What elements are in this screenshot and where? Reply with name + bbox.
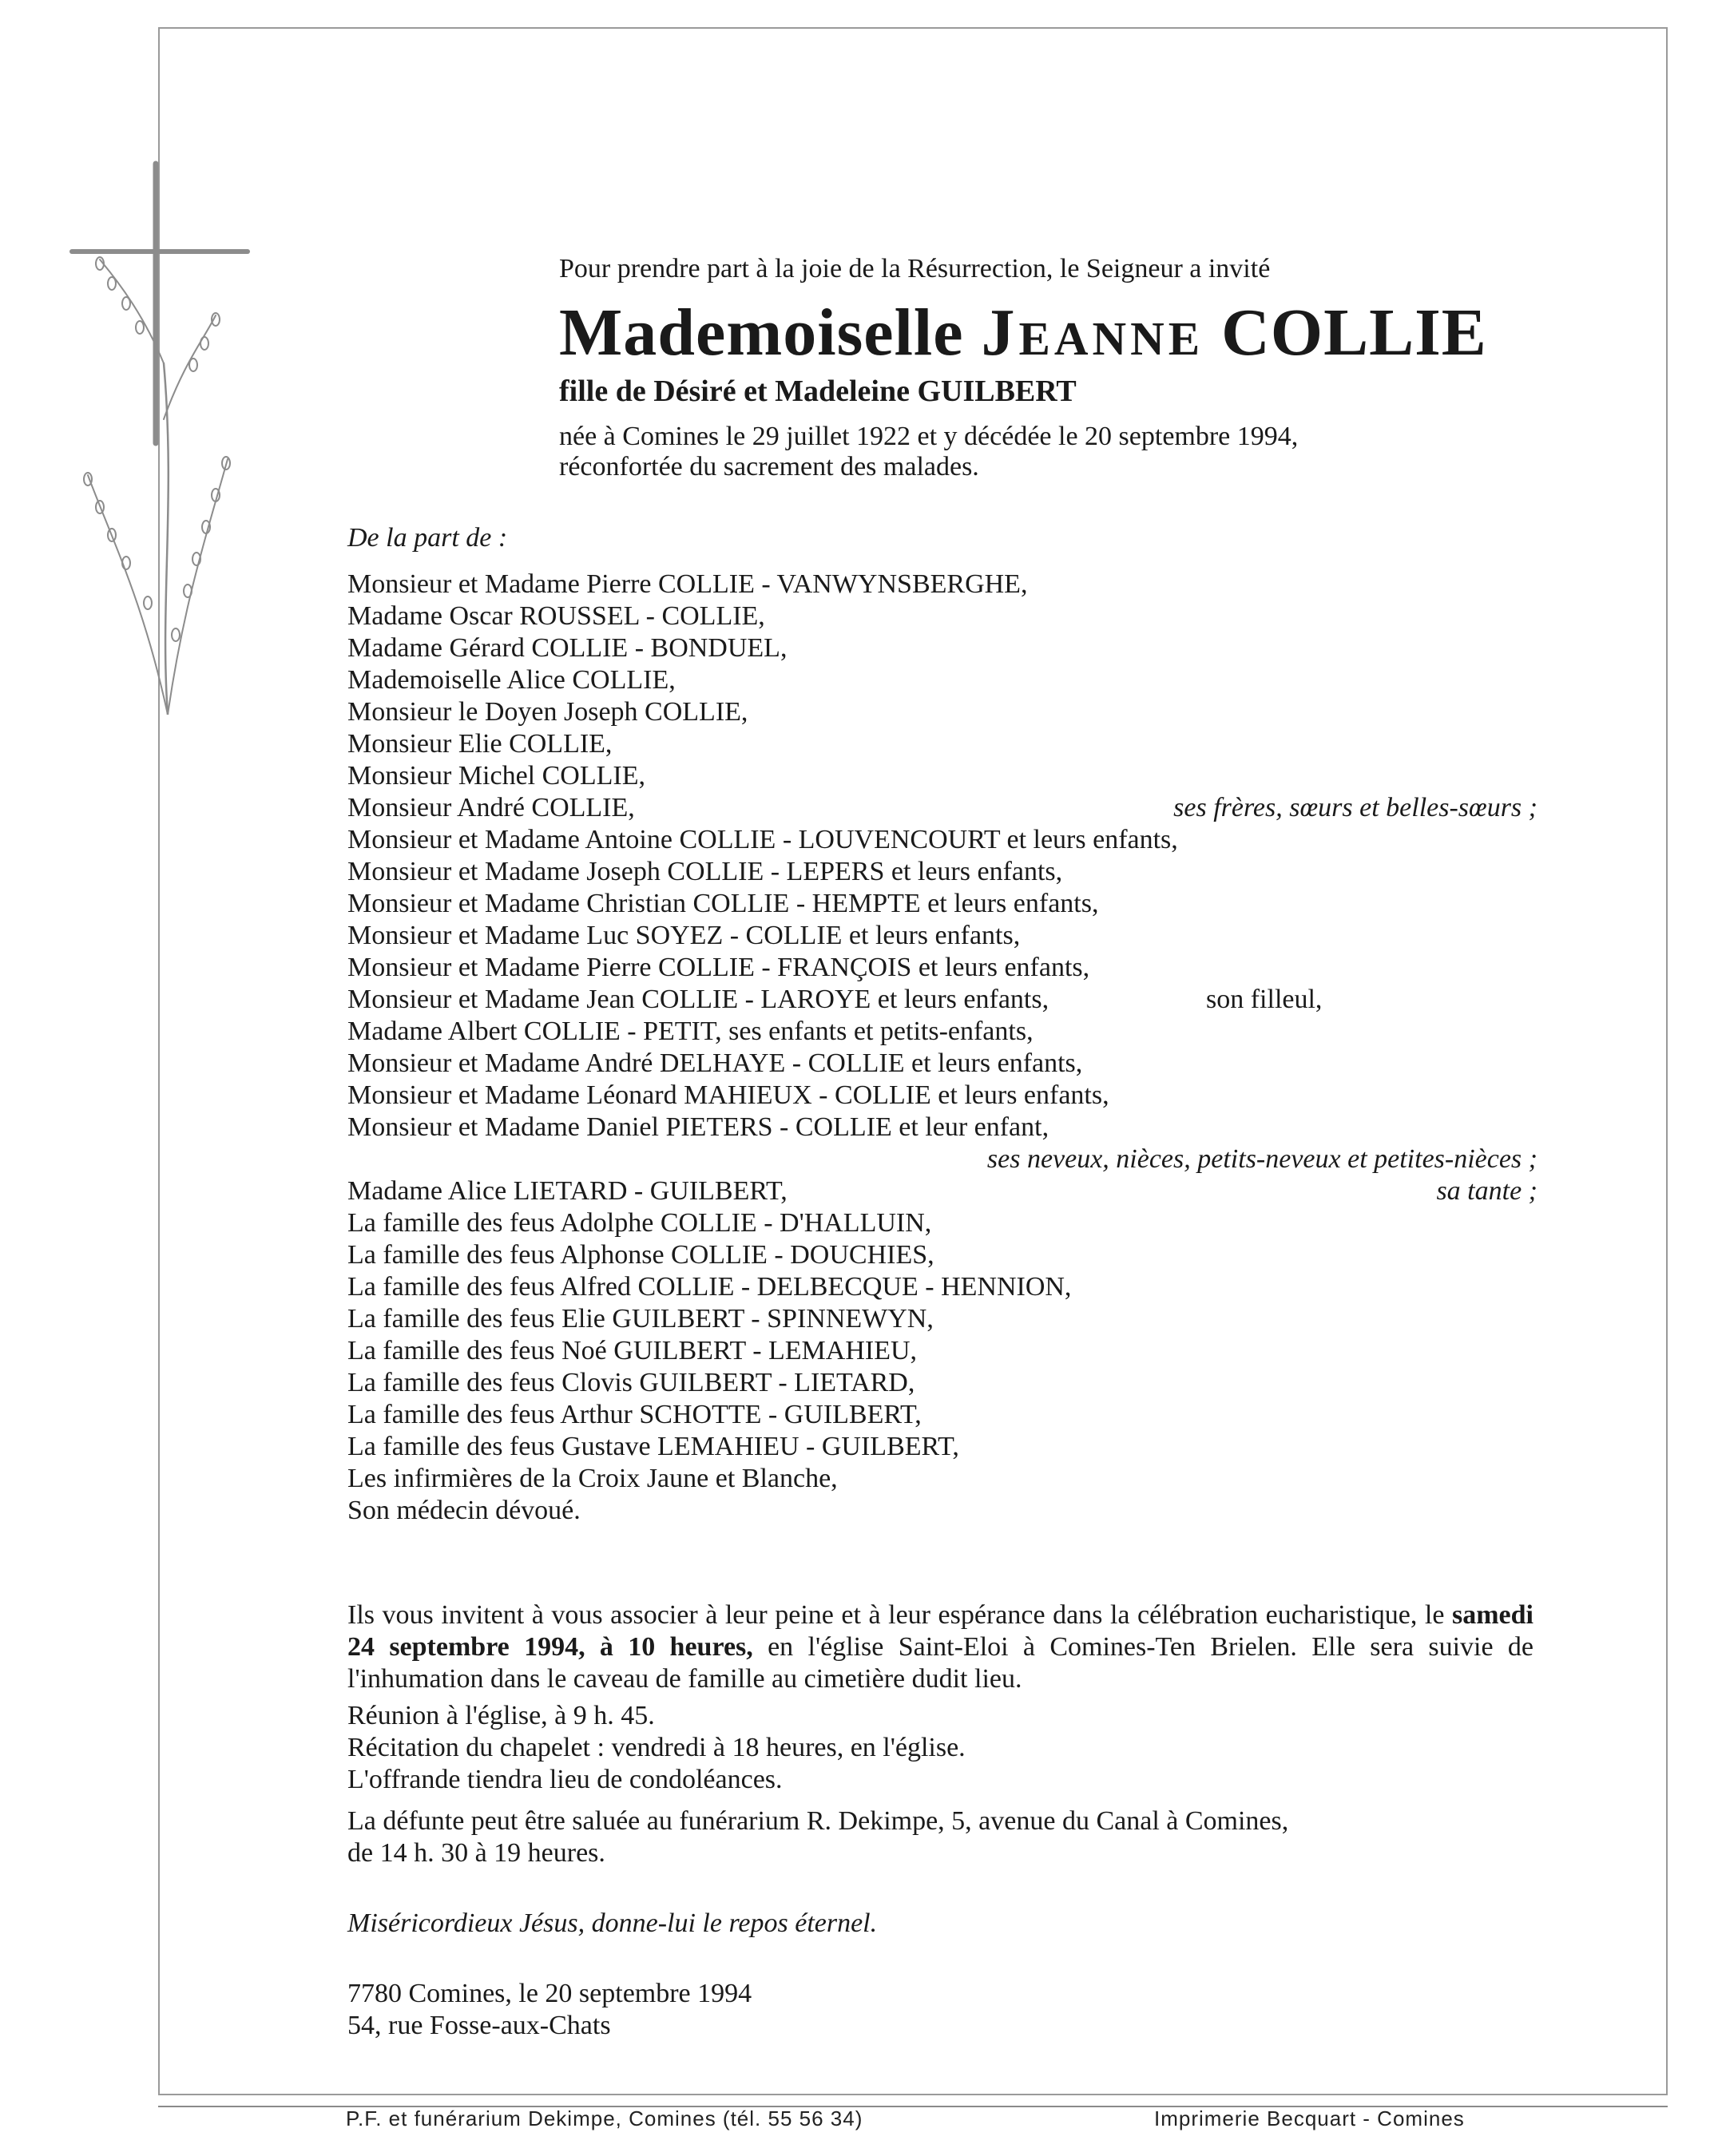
prayer-text: Miséricordieux Jésus, donne-lui le repos éternel. — [347, 1908, 878, 1938]
family-member: Monsieur et Madame André DELHAYE - COLLIE et leurs enfants, — [347, 1048, 1083, 1078]
viewing-line-2: de 14 h. 30 à 19 heures. — [347, 1838, 605, 1868]
relationship-note: ses frères, sœurs et belles-sœurs ; — [1173, 793, 1537, 822]
footer-printer: Imprimerie Becquart - Comines — [1154, 2106, 1465, 2130]
cross-with-branches-icon — [56, 156, 264, 715]
family-row — [347, 1464, 1537, 1494]
family-member: Monsieur et Madame Joseph COLLIE - LEPERS et leurs enfants, — [347, 857, 1063, 886]
invitation-before-date: Ils vous invitent à vous associer à leur peine et à leur espérance dans la célébration eucharistique, le — [347, 1600, 1445, 1630]
footer-funeral-home: P.F. et funérarium Dekimpe, Comines (tél. 55 56 34) — [346, 2106, 863, 2130]
family-row — [347, 729, 1537, 759]
family-member: Monsieur André COLLIE, — [347, 793, 635, 822]
family-member: La famille des feus Clovis GUILBERT - LIETARD, — [347, 1368, 915, 1397]
family-row — [347, 601, 1537, 632]
family-row — [347, 1432, 1537, 1462]
family-row — [347, 921, 1537, 951]
family-member: Monsieur et Madame Pierre COLLIE - VANWYNSBERGHE, — [347, 569, 1028, 599]
family-member: La famille des feus Alfred COLLIE - DELBECQUE - HENNION, — [347, 1272, 1072, 1302]
family-member: Monsieur Michel COLLIE, — [347, 761, 645, 791]
detail-offering: L'offrande tiendra lieu de condoléances. — [347, 1765, 783, 1794]
detail-rosary: Récitation du chapelet : vendredi à 18 heures, en l'église. — [347, 1733, 966, 1762]
family-row — [347, 1240, 1537, 1270]
family-member: La famille des feus Gustave LEMAHIEU - GUILBERT, — [347, 1432, 959, 1461]
family-row — [347, 1336, 1537, 1366]
family-row — [347, 633, 1537, 664]
deceased-last-name: COLLIE — [1221, 295, 1487, 370]
family-member: La famille des feus Adolphe COLLIE - D'HALLUIN, — [347, 1208, 932, 1238]
family-member: Monsieur et Madame Léonard MAHIEUX - COLLIE et leurs enfants, — [347, 1080, 1109, 1110]
deceased-name — [559, 294, 1487, 371]
from-label: De la part de : — [347, 523, 508, 553]
detail-reunion: Réunion à l'église, à 9 h. 45. — [347, 1701, 655, 1730]
family-row — [347, 1112, 1537, 1143]
relationship-note: sa tante ; — [1436, 1176, 1537, 1206]
family-row — [347, 697, 1537, 727]
family-row — [347, 825, 1537, 855]
viewing-line-1: La défunte peut être saluée au funérarium R. Dekimpe, 5, avenue du Canal à Comines, — [347, 1806, 1289, 1836]
family-row — [347, 1272, 1537, 1302]
family-row — [347, 985, 1537, 1015]
family-row — [347, 1368, 1537, 1398]
family-member: Monsieur et Madame Pierre COLLIE - FRANÇOIS et leurs enfants, — [347, 953, 1090, 982]
family-member: Les infirmières de la Croix Jaune et Blanche, — [347, 1464, 838, 1493]
family-member: Madame Albert COLLIE - PETIT, ses enfants et petits-enfants, — [347, 1017, 1034, 1046]
family-row — [347, 793, 1537, 823]
family-member: La famille des feus Elie GUILBERT - SPINNEWYN, — [347, 1304, 934, 1334]
family-member: Monsieur et Madame Jean COLLIE - LAROYE et leurs enfants, — [347, 985, 1049, 1014]
family-member: Madame Oscar ROUSSEL - COLLIE, — [347, 601, 765, 631]
family-row — [347, 761, 1537, 791]
family-member: Monsieur et Madame Antoine COLLIE - LOUVENCOURT et leurs enfants, — [347, 825, 1178, 854]
invitation-paragraph — [347, 1599, 1534, 1695]
invitation-date-time: samedi 24 septembre 1994, à 10 heures, — [347, 1600, 1534, 1662]
deceased-first-name: Jeanne — [981, 295, 1204, 370]
deceased-title: Mademoiselle — [559, 295, 964, 370]
address-street-line: 54, rue Fosse-aux-Chats — [347, 2011, 611, 2040]
family-member: La famille des feus Alphonse COLLIE - DOUCHIES, — [347, 1240, 934, 1270]
family-row — [347, 1304, 1537, 1334]
relationship-note: son filleul, — [1206, 985, 1323, 1014]
family-member: Madame Gérard COLLIE - BONDUEL, — [347, 633, 788, 663]
family-row — [347, 1176, 1537, 1207]
family-member: Mademoiselle Alice COLLIE, — [347, 665, 676, 695]
family-member: Monsieur Elie COLLIE, — [347, 729, 613, 759]
family-row — [347, 953, 1537, 983]
family-member: Monsieur et Madame Daniel PIETERS - COLLIE et leur enfant, — [347, 1112, 1049, 1142]
family-row — [347, 1048, 1537, 1079]
family-member: La famille des feus Noé GUILBERT - LEMAHIEU, — [347, 1336, 918, 1365]
family-row — [347, 1496, 1537, 1526]
intro-text: Pour prendre part à la joie de la Résurrection, le Seigneur a invité — [559, 254, 1271, 283]
family-member: Monsieur et Madame Luc SOYEZ - COLLIE et leurs enfants, — [347, 921, 1021, 950]
family-row — [347, 665, 1537, 696]
sacrament-line: réconfortée du sacrement des malades. — [559, 452, 979, 482]
relationship-note: ses neveux, nièces, petits-neveux et petites-nièces ; — [986, 1144, 1537, 1174]
family-member: Son médecin dévoué. — [347, 1496, 581, 1525]
family-row — [347, 1080, 1537, 1111]
family-row — [347, 1208, 1537, 1239]
family-member: Monsieur le Doyen Joseph COLLIE, — [347, 697, 748, 727]
invitation-after-date: en l'église Saint-Eloi à Comines-Ten Brielen. Elle sera suivie de l'inhumation dans le caveau de famille au cimetière dudit lieu. — [347, 1632, 1534, 1694]
family-row — [347, 1017, 1537, 1047]
family-member: Madame Alice LIETARD - GUILBERT, — [347, 1176, 788, 1206]
address-date-line: 7780 Comines, le 20 septembre 1994 — [347, 1979, 752, 2008]
family-row — [347, 857, 1537, 887]
family-row — [347, 889, 1537, 919]
family-row — [347, 1400, 1537, 1430]
family-member: La famille des feus Arthur SCHOTTE - GUILBERT, — [347, 1400, 922, 1429]
family-row — [347, 569, 1537, 600]
family-member: Monsieur et Madame Christian COLLIE - HEMPTE et leurs enfants, — [347, 889, 1099, 918]
parents-line: fille de Désiré et Madeleine GUILBERT — [559, 375, 1077, 408]
birth-death-line: née à Comines le 29 juillet 1922 et y décédée le 20 septembre 1994, — [559, 422, 1299, 451]
